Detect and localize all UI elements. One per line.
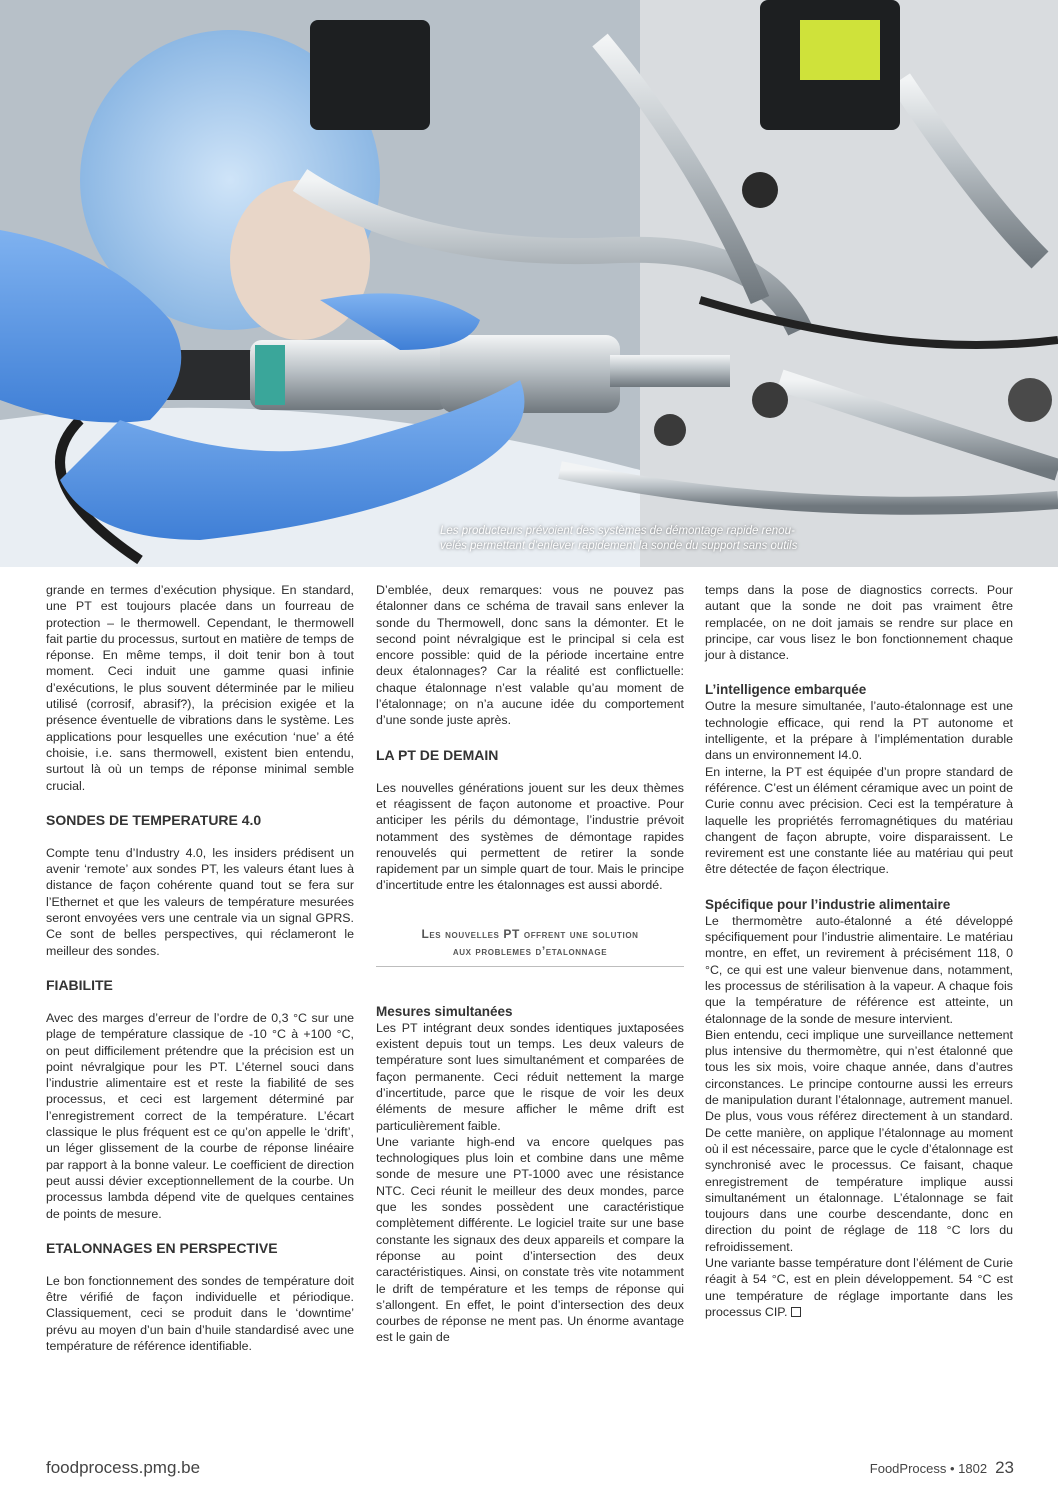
photo-caption xyxy=(440,524,1040,554)
section-heading-fiabilite: FIABILITE xyxy=(46,976,113,993)
section-heading-pt-de-demain: LA PT DE DEMAIN xyxy=(376,746,499,763)
pull-quote-line-1: Les nouvelles PT offrent une solution xyxy=(421,926,639,941)
pull-quote-line-2: aux problemes d’etalonnage xyxy=(452,943,608,958)
photo-caption-line-1: Les producteurs prévoient des systèmes de démontage rapide renou- xyxy=(440,525,795,537)
paragraph: Le thermomètre auto-étalonné a été développé spécifiquement pour l’industrie alimentaire. Le matériau montre, en effet, un revirement à précisément 118, 0 °C, ce qui est une valeur bienvenue dans, notamment, les processus de stérilisation à la vapeur. A chaque fois que la température de référence est atteinte, un étalonnage de la sonde de mesure intervient. xyxy=(705,913,1013,1026)
article-column-1 xyxy=(46,582,354,1354)
paragraph: D’emblée, deux remarques: vous ne pouvez pas étalonner dans ce schéma de travail sans enlever la sonde du Thermowell, donc sans la démonter. Et le second point névralgique est le principal si cela est encore possible: quid de la période incertaine entre deux étalonnages? Car la réalité est conflictuelle: chaque étalonnage n’est valable qu’au moment de l’étalonnage; on n’a aucune idée du comportement d’une sonde juste après. xyxy=(376,583,684,728)
paragraph: Compte tenu d’Industry 4.0, les insiders prédisent un avenir ‘remote’ aux sondes PT, les valeurs étant lues à distance de façon cohérente quand tout se fera sur l’Ethernet et que les valeurs de température mesurées seront envoyées vers une centrale via un signal GPRS. Ce sont de belles perspectives, qui réclameront le meilleur des sondes. xyxy=(46,845,354,958)
footer-magazine-issue: FoodProcess • 1802 xyxy=(869,1461,988,1476)
pull-quote xyxy=(376,926,684,967)
article-column-2 xyxy=(376,582,684,1346)
paragraph: En interne, la PT est équipée d’un propre standard de référence. C’est un élément céramique avec un point de Curie connu avec précision. Ceci est la température à laquelle les propriétés ferromagnétiques du matériau changent de façon abrupte, voire disparaissent. Le revirement est une constante liée au matériau qui peut être détectée de façon électrique. xyxy=(705,764,1013,877)
article-column-3 xyxy=(705,582,1013,1320)
paragraph-final xyxy=(705,1255,1013,1320)
subheading-mesures-simultanees: Mesures simultanées xyxy=(376,1003,513,1019)
paragraph: Le bon fonctionnement des sondes de température doit être vérifié de façon individuelle et périodique. Classiquement, ceci se produit dans le ‘downtime’ prévu au moyen d’un bain d’huile standardisé avec une température de référence identifiable. xyxy=(46,1273,354,1353)
paragraph: Bien entendu, ceci implique une surveillance nettement plus intensive du thermomètre, qui n’est étalonné que tous les six mois, voire chaque année, dans d’autres circonstances. Le principe contourne aussi les erreurs de manipulation durant l’étalonnage, autrement manuel. De plus, vous vous référez directement à un standard. De cette manière, on applique l’étalonnage au moment où il est nécessaire, parce que le cycle d’étalonnage est synchronisé avec le processus. Ce faisant, chaque enregistrement de température implique aussi simultanément un étalonnage. L’étalonnage se fait toujours dans une courbe descendante, donc en direction du point de réglage de 118 °C lors du refroidissement. xyxy=(705,1027,1013,1254)
subheading-intelligence-embarquee: L’intelligence embarquée xyxy=(705,682,867,698)
subheading-specifique-alimentaire: Spécifique pour l’industrie alimentaire xyxy=(705,896,951,912)
paragraph: temps dans la pose de diagnostics corrects. Pour autant que la sonde ne doit pas vraiment être remplacée, on ne doit jamais se rendre sur place en principe, car vous lisez le bon fonctionnement chaque jour à distance. xyxy=(705,583,1013,663)
paragraph: Les nouvelles générations jouent sur les deux thèmes et réagissent de façon autonome et proactive. Pour anticiper les périls du démontage, l’industrie prévoit notamment des systèmes de démontage rapides renouvelés qui permettent de retirer la sonde rapidement par un simple quart de tour. Mais le principe d’incertitude entre les étalonnages est aussi abordé. xyxy=(376,780,684,893)
page-number: 23 xyxy=(995,1458,1014,1477)
end-of-article-icon xyxy=(791,1307,801,1317)
section-heading-sondes: SONDES DE TEMPERATURE 4.0 xyxy=(46,811,262,828)
photo-caption-line-2: velés permettant d’enlever rapidement la sonde du support sans outils xyxy=(440,540,798,552)
final-text: Une variante basse température dont l’élément de Curie réagit à 54 °C, est en plein développement. 54 °C est une température de réglage importante dans les processus CIP. xyxy=(705,1255,1013,1319)
paragraph: Les PT intégrant deux sondes identiques juxtaposées existent depuis tout un temps. Les deux valeurs de température sont lues simultanément et comparées de façon permanente. Ceci réduit nettement la marge d’incertitude, parce que le risque de voir les deux éléments de mesure afficher le même drift est particulièrement faible. xyxy=(376,1020,684,1133)
footer-folio xyxy=(870,1458,1014,1478)
paragraph: Outre la mesure simultanée, l’auto-étalonnage est une technologie efficace, qui rend la PT autonome et intelligente, et la prépare à l’implémentation durable dans un environnement I4.0. xyxy=(705,699,1013,763)
article-photo xyxy=(0,0,1058,567)
section-heading-etalonnages: ETALONNAGES EN PERSPECTIVE xyxy=(46,1239,278,1256)
footer-website-url[interactable]: foodprocess.pmg.be xyxy=(46,1458,201,1477)
paragraph: Avec des marges d’erreur de l’ordre de 0,3 °C sur une plage de température classique de -10 °C à +100 °C, on peut difficilement prétendre que la précision est un point névralgique pour les PT. L’éternel souci dans l’industrie alimentaire est et reste la fiabilité de ses processus, et ceci est largement déterminé par l’enregistrement correct de la température. L’écart classique le plus fréquent est ce qu’on appelle le ‘drift’, un léger glissement de la courbe de réponse linéaire par rapport à la bonne valeur. Le coefficient de direction peut aussi dévier exceptionnellement de la courbe. Un processus lambda dépend vite de quelques centaines de points de mesure. xyxy=(46,1010,354,1221)
paragraph: Une variante high-end va encore quelques pas technologiques plus loin et combine dans une même sonde de mesure une PT-1000 avec une résistance NTC. Ceci réunit le meilleur des deux mondes, parce que les sondes possèdent une caractéristique complètement différente. Le logiciel traite sur une base constante les signaux des deux appareils et compare la réponse au point d’intersection des deux caractéristiques. Ainsi, on constate très vite notamment le drift de température et les temps de réponse qui s’allongent. En effet, le point d’intersection des deux courbes de réponse ne ment pas. Un énorme avantage est le gain de xyxy=(376,1134,684,1345)
photo-illustration xyxy=(0,0,1058,567)
paragraph: grande en termes d’exécution physique. En standard, une PT est toujours placée dans un fourreau de protection – le thermowell. Cependant, le thermowell fait partie du processus, surtout en matière de temps de réponse. En même temps, il doit tenir bon à tout moment. Ceci induit une gamme quasi infinie d’exécutions, le plus souvent déterminée par le milieu utilisé (corrosif, abrasif?), la précision exigée et la présence éventuelle de vibrations dans le système. Les applications pour lesquelles une exécution ‘nue’ a été choisie, i.e. sans thermowell, existent bien entendu, surtout là où un temps de réponse minimal semble crucial. xyxy=(46,583,354,793)
